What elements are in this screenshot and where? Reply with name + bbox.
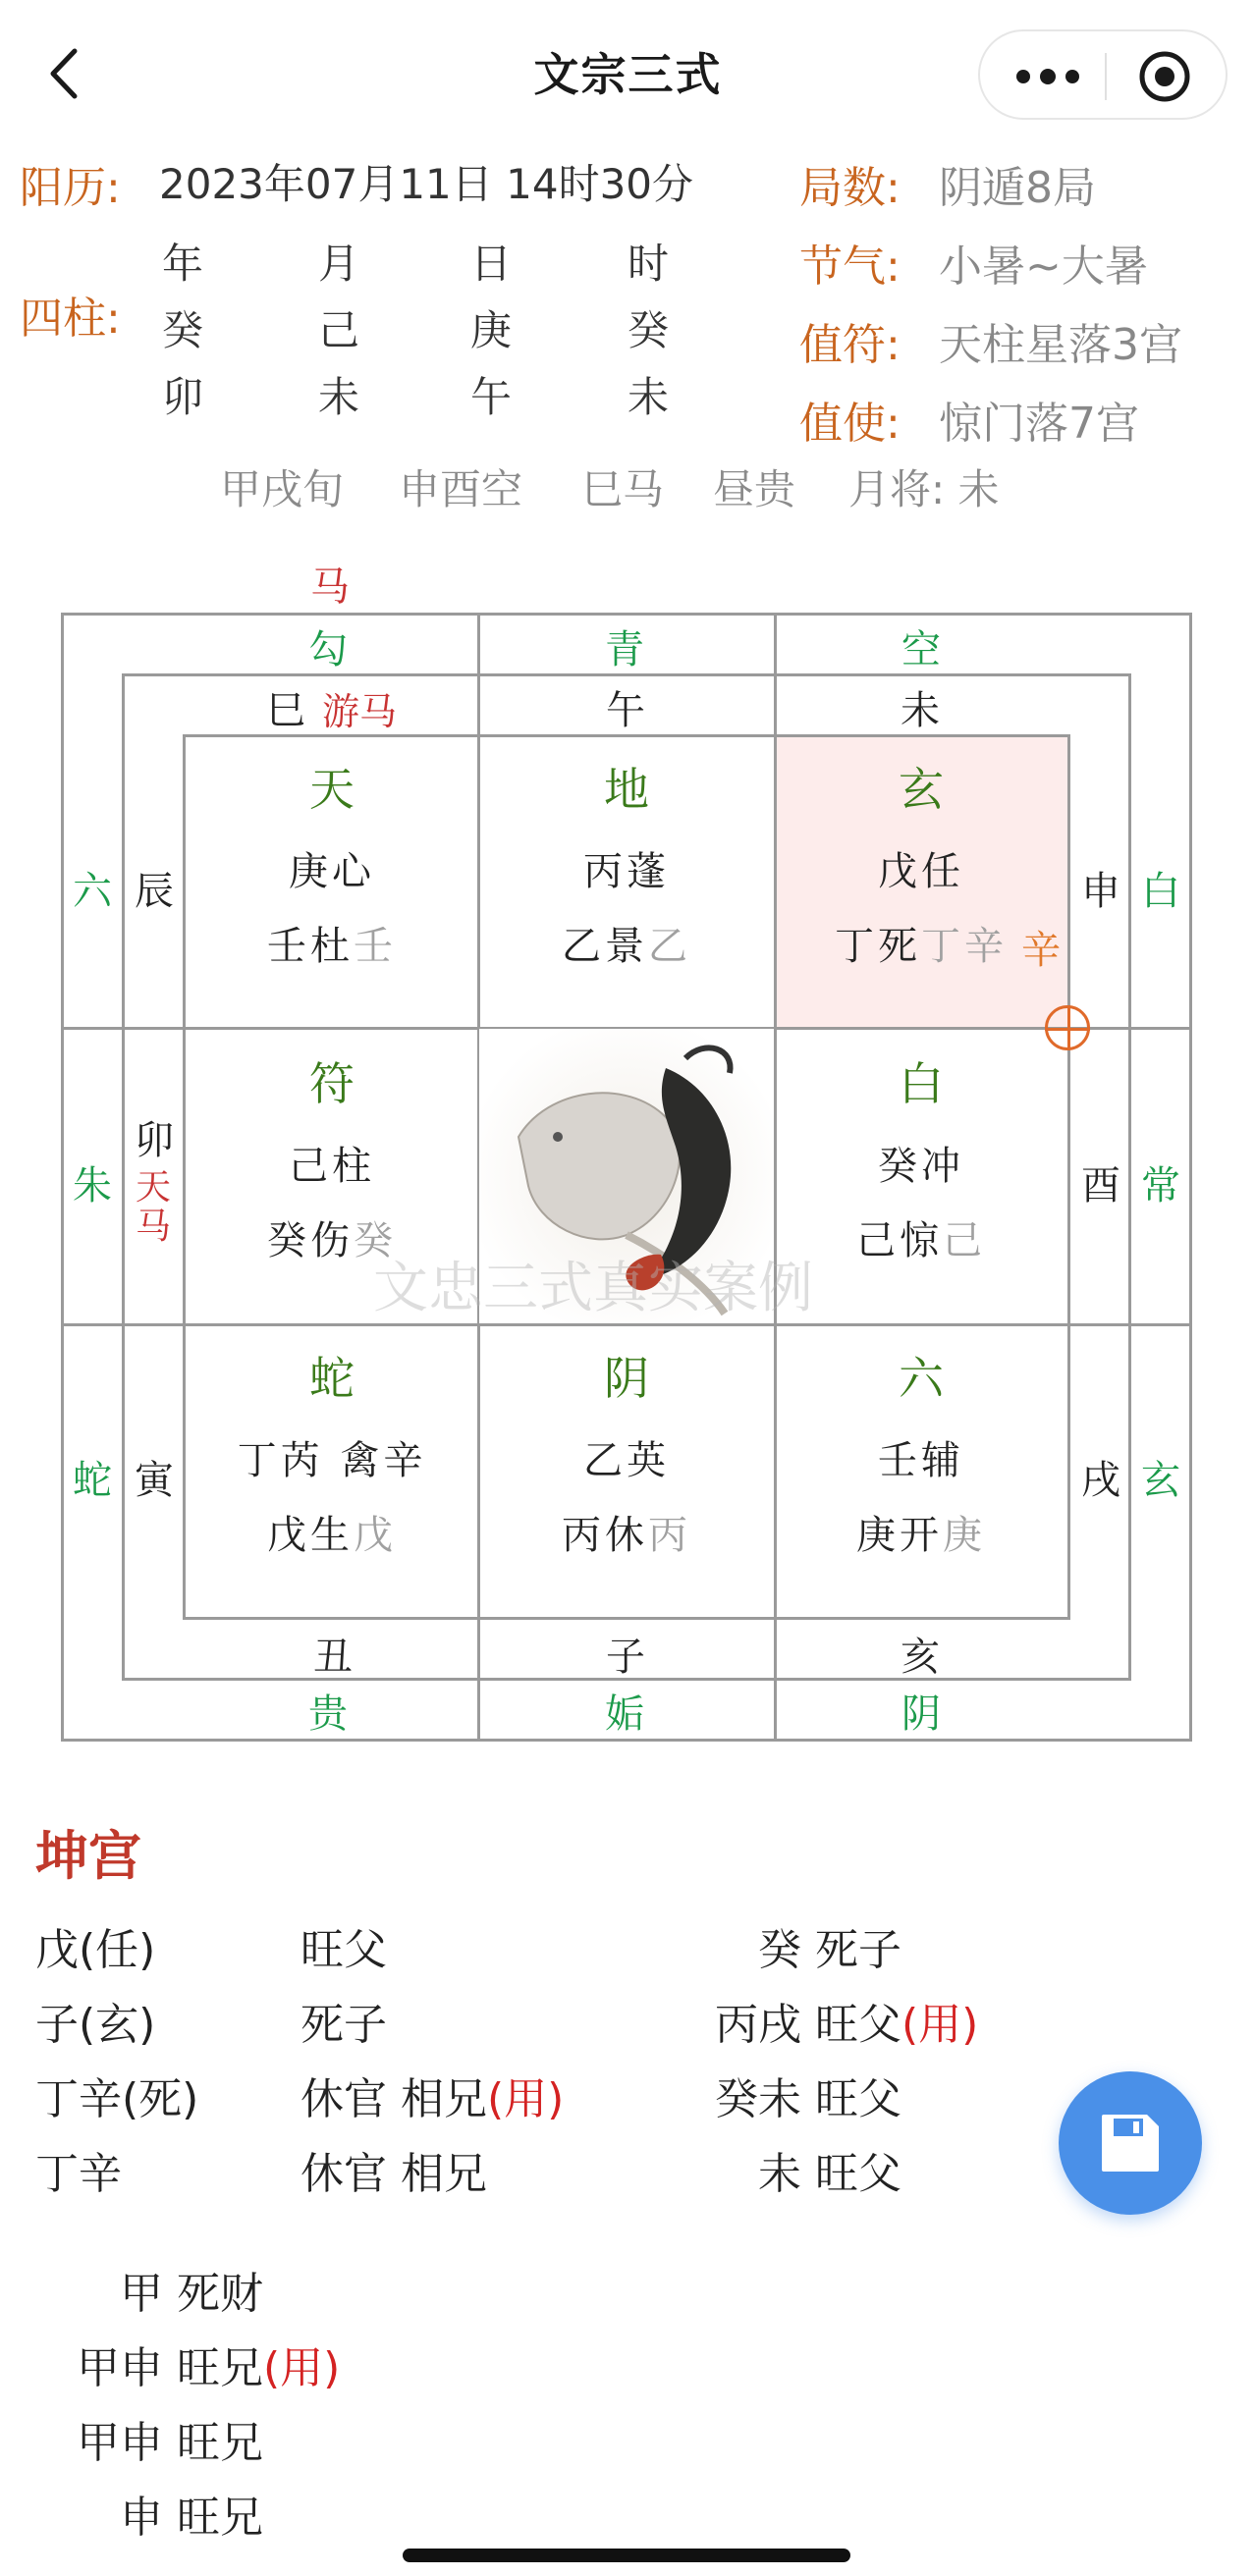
lower-row-3-a: 甲申 bbox=[77, 2418, 163, 2468]
pillar-head-day: 日 bbox=[469, 240, 512, 288]
right-row-2-a: 丙戌 bbox=[715, 2000, 801, 2050]
sub-yuejiang: 月将: 未 bbox=[848, 465, 1000, 513]
lower-row-4-b: 旺兄 bbox=[177, 2493, 263, 2543]
lower-row-3-b: 旺兄 bbox=[177, 2418, 263, 2468]
top-horse-marker: 马 bbox=[310, 564, 350, 610]
capsule-divider bbox=[1105, 53, 1107, 100]
outer-bottom-1: 贵 bbox=[308, 1691, 348, 1737]
save-icon bbox=[1096, 2109, 1165, 2177]
pillar-branch-year: 卯 bbox=[161, 373, 203, 421]
corner-mark-xin: 辛 bbox=[1021, 928, 1061, 973]
outer-left-3: 蛇 bbox=[73, 1458, 112, 1503]
corner-circle-marker[interactable] bbox=[1045, 1005, 1090, 1050]
cell-8-god: 阴 bbox=[604, 1352, 649, 1405]
cell-8-line2: 丙休丙 bbox=[562, 1513, 691, 1558]
lower-row-4-a: 申 bbox=[120, 2493, 163, 2543]
outer-left-2: 朱 bbox=[73, 1163, 112, 1208]
sub-xun: 甲戌旬 bbox=[220, 465, 345, 513]
solar-value: 2023年07月11日 14时30分 bbox=[159, 160, 694, 208]
left-row-3-b: 休官 相兄(用) bbox=[300, 2074, 565, 2124]
pillar-head-year: 年 bbox=[161, 240, 203, 288]
jieqi-value: 小暑~大暑 bbox=[939, 242, 1148, 292]
branch-top-wei: 未 bbox=[901, 688, 940, 733]
branch-top-extra: 游马 bbox=[322, 690, 398, 733]
cell-3-line1: 戊任 bbox=[878, 849, 964, 894]
outer-top-1: 勾 bbox=[308, 627, 348, 672]
branch-top-wu: 午 bbox=[606, 688, 645, 733]
sub-gui: 昼贵 bbox=[713, 465, 796, 513]
left-row-2-a: 子(玄) bbox=[35, 2000, 156, 2050]
pillar-branch-hour: 未 bbox=[627, 373, 669, 421]
grid-h2 bbox=[61, 1323, 1192, 1326]
save-button[interactable] bbox=[1059, 2071, 1202, 2215]
jieqi-label: 节气: bbox=[799, 242, 901, 292]
branch-bottom-zi: 子 bbox=[606, 1635, 645, 1680]
pillar-branch-day: 午 bbox=[469, 373, 512, 421]
branch-top-si: 巳 bbox=[266, 688, 305, 733]
lower-row-1-a: 甲 bbox=[120, 2269, 163, 2319]
cell-4-line1: 己柱 bbox=[289, 1144, 375, 1189]
pillar-branch-month: 未 bbox=[317, 373, 359, 421]
left-row-4-a: 丁辛 bbox=[35, 2149, 122, 2199]
zhifu-value: 天柱星落3宫 bbox=[939, 320, 1182, 370]
mini-program-capsule bbox=[978, 29, 1228, 120]
sub-ma: 巳马 bbox=[581, 465, 665, 513]
target-icon[interactable] bbox=[1137, 49, 1192, 104]
nav-bar bbox=[0, 0, 1256, 147]
lower-row-1-b: 死财 bbox=[177, 2269, 263, 2319]
home-indicator bbox=[403, 2549, 850, 2562]
outer-bottom-2: 姤 bbox=[605, 1691, 644, 1737]
right-row-4-a: 未 bbox=[758, 2149, 801, 2199]
left-row-1-b: 旺父 bbox=[300, 1925, 387, 1975]
zhishi-value: 惊门落7宫 bbox=[939, 399, 1139, 449]
right-row-3-a: 癸未 bbox=[715, 2074, 801, 2124]
sub-kong: 申酉空 bbox=[399, 465, 523, 513]
cell-9-line1: 壬辅 bbox=[878, 1438, 964, 1483]
outer-top-2: 青 bbox=[605, 627, 644, 672]
zhifu-label: 值符: bbox=[799, 320, 901, 370]
outer-right-1: 白 bbox=[1141, 869, 1180, 914]
cell-2-line2: 乙景乙 bbox=[562, 924, 691, 969]
outer-bottom-3: 阴 bbox=[901, 1691, 941, 1737]
cell-7-line2: 戊生戊 bbox=[267, 1513, 397, 1558]
cell-6-line2: 己惊己 bbox=[856, 1218, 986, 1263]
cell-7-god: 蛇 bbox=[309, 1352, 355, 1405]
outer-right-2: 常 bbox=[1141, 1163, 1180, 1208]
left-row-2-b: 死子 bbox=[300, 2000, 387, 2050]
branch-bottom-hai: 亥 bbox=[901, 1635, 940, 1680]
cell-9-line2: 庚开庚 bbox=[856, 1513, 986, 1558]
cell-2-line1: 丙蓬 bbox=[583, 849, 670, 894]
section-title: 坤宫 bbox=[35, 1825, 141, 1887]
right-row-3-b: 旺父 bbox=[815, 2074, 901, 2124]
left-row-4-b: 休官 相兄 bbox=[300, 2149, 487, 2199]
cell-3-line2: 丁死丁辛 bbox=[835, 924, 1008, 969]
cell-6-god: 白 bbox=[899, 1057, 944, 1110]
cell-9-god: 六 bbox=[899, 1352, 944, 1405]
right-row-2-b: 旺父(用) bbox=[815, 2000, 979, 2050]
ju-value: 阴遁8局 bbox=[939, 163, 1096, 213]
pillar-stem-hour: 癸 bbox=[627, 306, 669, 354]
pillar-stem-day: 庚 bbox=[469, 306, 512, 354]
pillars-label: 四柱: bbox=[20, 294, 121, 344]
cell-3-god: 玄 bbox=[899, 763, 944, 816]
branch-bottom-chou: 丑 bbox=[313, 1635, 353, 1680]
pillar-stem-month: 己 bbox=[317, 306, 359, 354]
cell-1-god: 天 bbox=[309, 763, 355, 816]
outer-top-3: 空 bbox=[901, 627, 941, 672]
ju-label: 局数: bbox=[799, 163, 901, 213]
page-title: 文宗三式 bbox=[533, 48, 723, 101]
lower-row-2-a: 甲申 bbox=[77, 2343, 163, 2393]
branch-left-yin: 寅 bbox=[135, 1458, 174, 1503]
cell-4-god: 符 bbox=[309, 1057, 355, 1110]
branch-right-you: 酉 bbox=[1081, 1163, 1120, 1208]
cell-7-line1: 丁芮 禽辛 bbox=[237, 1438, 427, 1483]
pillar-stem-year: 癸 bbox=[161, 306, 203, 354]
right-row-1-b: 死子 bbox=[815, 1925, 901, 1975]
left-row-1-a: 戊(任) bbox=[35, 1925, 156, 1975]
pillar-head-hour: 时 bbox=[627, 240, 669, 288]
branch-left-extra: 天马 bbox=[136, 1167, 172, 1247]
outer-left-1: 六 bbox=[73, 869, 112, 914]
branch-right-xu: 戌 bbox=[1081, 1458, 1120, 1503]
pillar-head-month: 月 bbox=[317, 240, 359, 288]
cell-8-line1: 乙英 bbox=[583, 1438, 670, 1483]
branch-right-shen: 申 bbox=[1081, 869, 1120, 914]
watermark: 文忠三式真实案例 bbox=[373, 1257, 813, 1320]
cell-1-line2: 壬杜壬 bbox=[267, 924, 397, 969]
outer-right-3: 玄 bbox=[1141, 1458, 1180, 1503]
cell-4-line2: 癸伤癸 bbox=[267, 1218, 397, 1263]
solar-label: 阳历: bbox=[20, 163, 121, 213]
cell-6-line1: 癸冲 bbox=[878, 1144, 964, 1189]
cell-2-god: 地 bbox=[604, 763, 649, 816]
zhishi-label: 值使: bbox=[799, 399, 901, 449]
more-dots-icon[interactable] bbox=[1013, 59, 1082, 94]
branch-left-mao: 卯 bbox=[135, 1118, 174, 1163]
right-row-1-a: 癸 bbox=[758, 1925, 801, 1975]
cell-1-line1: 庚心 bbox=[289, 849, 375, 894]
lower-row-2-b: 旺兄(用) bbox=[177, 2343, 341, 2393]
right-row-4-b: 旺父 bbox=[815, 2149, 901, 2199]
left-row-3-a: 丁辛(死) bbox=[35, 2074, 199, 2124]
branch-left-chen: 辰 bbox=[135, 869, 174, 914]
